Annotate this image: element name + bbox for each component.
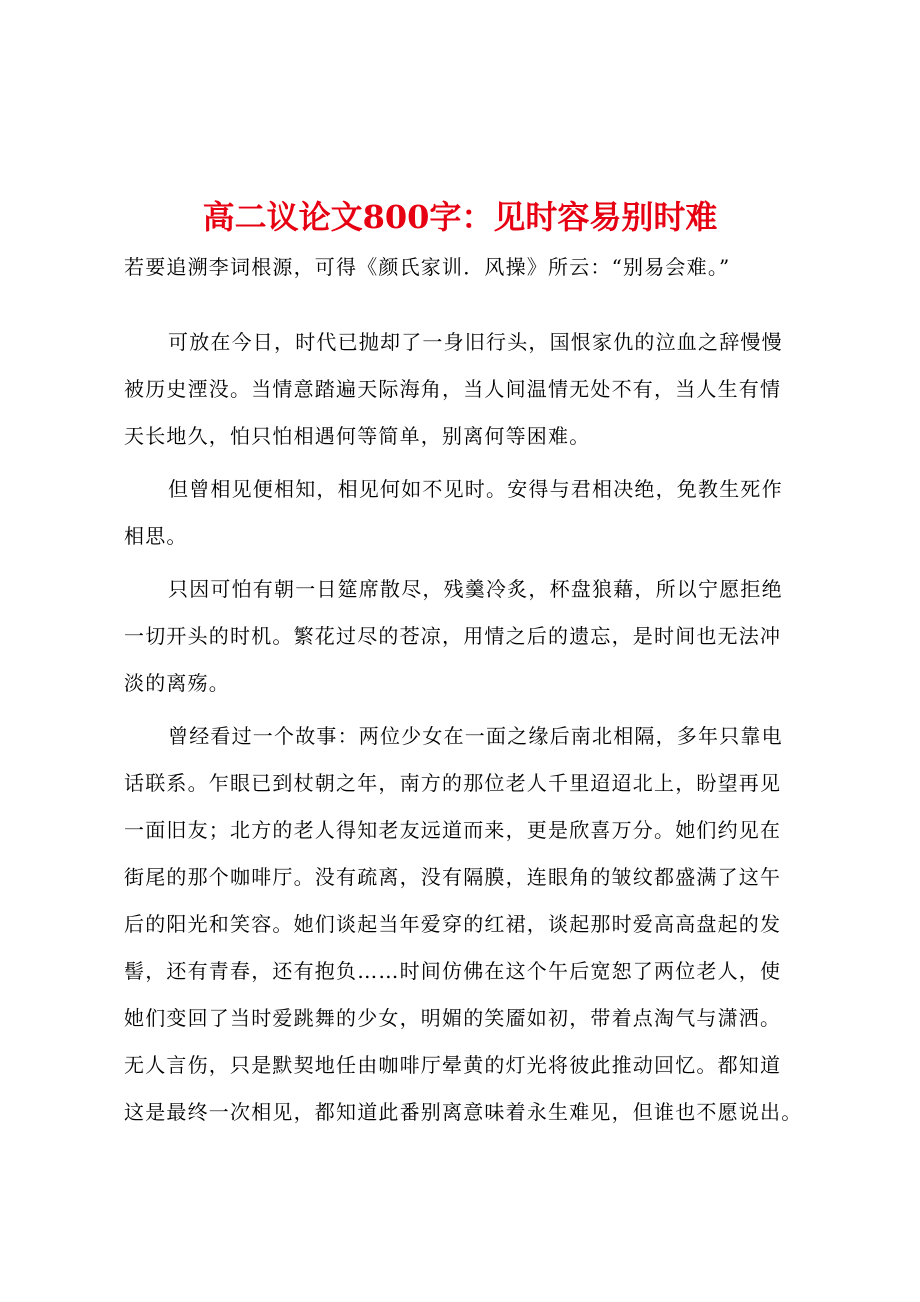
text-line: 后的阳光和笑容。她们谈起当年爱穿的红裙，谈起那时爱高高盘起的发 — [124, 912, 782, 936]
paragraph-3 — [124, 466, 814, 560]
text-line: 只因可怕有朝一日筵席散尽，残羹冷炙，杯盘狼藉，所以宁愿拒绝 — [168, 577, 783, 601]
text-line: 相思。 — [124, 524, 188, 548]
text-line: 一切开头的时机。繁花过尽的苍凉，用情之后的遗忘，是时间也无法冲 — [124, 624, 782, 648]
text-line: 但曾相见便相知，相见何如不见时。安得与君相决绝，免教生死作 — [168, 477, 783, 501]
text-line: 话联系。乍眼已到杖朝之年，南方的那位老人千里迢迢北上，盼望再见 — [124, 771, 782, 795]
text-line: 髻，还有青春，还有抱负……时间仿佛在这个午后宽恕了两位老人，使 — [124, 959, 782, 983]
text-line: 可放在今日，时代已抛却了一身旧行头，国恨家仇的泣血之辞慢慢 — [168, 330, 783, 354]
text-line: 无人言伤，只是默契地任由咖啡厅晕黄的灯光将彼此推动回忆。都知道 — [124, 1053, 782, 1077]
text-line: 被历史湮没。当情意踏遍天际海角，当人间温情无处不有，当人生有情 — [124, 377, 782, 401]
text-line: 曾经看过一个故事：两位少女在一面之缘后南北相隔，多年只靠电 — [168, 724, 783, 748]
text-line: 一面旧友；北方的老人得知老友远道而来，更是欣喜万分。她们约见在 — [124, 818, 782, 842]
paragraph-4 — [124, 566, 814, 707]
text-line: 她们变回了当时爱跳舞的少女，明媚的笑靥如初，带着点淘气与潇洒。 — [124, 1006, 782, 1030]
document-title: 高二议论文800字：见时容易别时难 — [202, 198, 718, 236]
text-line: 天长地久，怕只怕相遇何等简单，别离何等困难。 — [124, 424, 591, 448]
text-line: 若要追溯李词根源，可得《颜氏家训．风操》所云：“别易会难。” — [124, 255, 731, 279]
paragraph-2 — [124, 319, 814, 460]
paragraph-1 — [124, 244, 814, 291]
text-line: 街尾的那个咖啡厅。没有疏离，没有隔膜，连眼角的皱纹都盛满了这午 — [124, 865, 782, 889]
document-body — [124, 244, 814, 1136]
text-line: 淡的离殇。 — [124, 671, 230, 695]
paragraph-5 — [124, 713, 814, 1136]
text-line: 这是最终一次相见，都知道此番别离意味着永生难见，但谁也不愿说出。 — [124, 1100, 803, 1124]
